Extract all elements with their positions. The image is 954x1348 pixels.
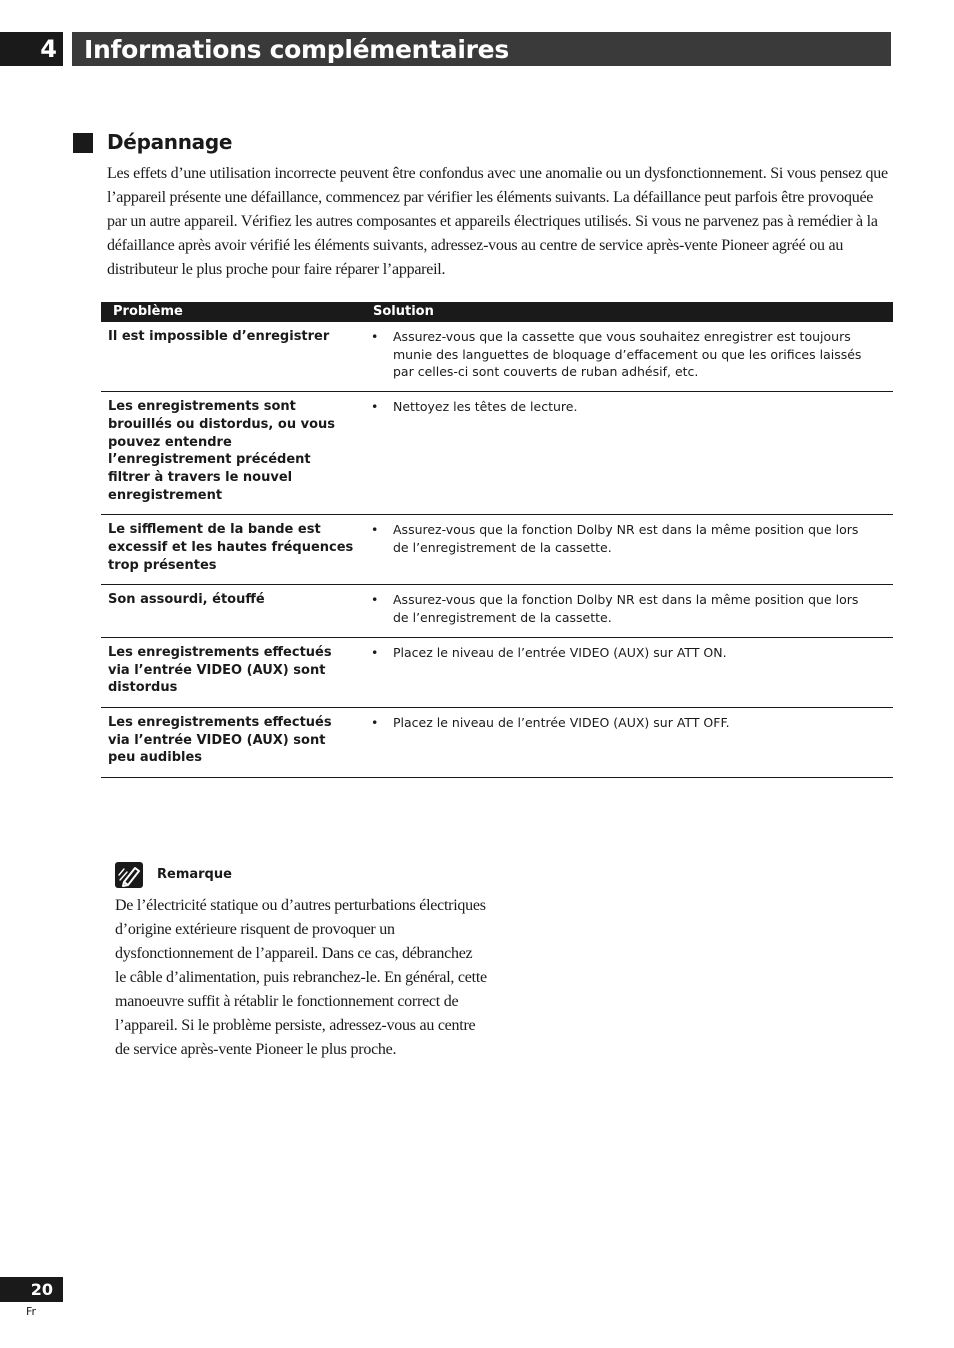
solution-cell [365,637,893,707]
solution-cell [365,585,893,637]
intro-paragraph: Les effets d’une utilisation incorrecte peuvent être confondus avec une anomalie ou un dysfonctionnement. Si vous pensez que l’appareil présente une défaillance, commencez par vérifier les éléments suivants. La défaillance peut parfois être provoquée par un autre appareil. Vérifiez les autres composantes et appareils électriques utilisés. Si vous ne parvenez pas à remédier à la défaillance après avoir vérifié les éléments suivants, adressez-vous au centre de service après-vente Pioneer agréé ou au distributeur le plus proche pour faire réparer l’appareil. [107,165,888,278]
solution-text: Nettoyez les têtes de lecture. [393,399,578,415]
solution-cell [365,392,893,515]
section-square-icon [73,133,93,153]
table-row [101,707,893,777]
language-code: Fr [26,1305,37,1318]
solution-cell [365,322,893,392]
problem-cell: Son assourdi, étouffé [101,585,365,637]
column-header-solution: Solution [365,302,893,322]
problem-cell: Le sifflement de la bande est excessif et les hautes fréquences trop présentes [101,515,365,585]
note-label: Remarque [157,867,232,882]
page-number: 20 [0,1277,63,1302]
solution-cell [365,707,893,777]
section-title: Dépannage [107,130,233,154]
bullet-icon: • [371,714,379,730]
chapter-number: 4 [0,32,63,66]
table-row [101,392,893,515]
solution-text: Placez le niveau de l’entrée VIDEO (AUX) sur ATT OFF. [393,714,730,730]
chapter-header [0,32,891,66]
chapter-title: Informations complémentaires [72,32,891,66]
troubleshooting-table [101,302,893,778]
problem-cell: Les enregistrements effectués via l’entrée VIDEO (AUX) sont distordus [101,637,365,707]
table-row [101,637,893,707]
bullet-icon: • [371,329,379,344]
solution-text: Assurez-vous que la fonction Dolby NR est dans la même position que lors de l’enregistrement de la cassette. [393,592,859,626]
bullet-icon: • [371,592,379,608]
table-row [101,515,893,585]
column-header-problem: Problème [101,302,365,322]
table-row [101,322,893,392]
problem-cell: Les enregistrements sont brouillés ou distordus, ou vous pouvez entendre l’enregistrement précédent filtrer à travers le nouvel enregistrement [101,392,365,515]
note-text: De l’électricité statique ou d’autres perturbations électriques d’origine extérieure risquent de provoquer un dysfonctionnement de l’appareil. Dans ce cas, débranchez le câble d’alimentation, puis rebranchez-le. En général, cette manoeuvre suffit à rétablir le fonctionnement correct de l’appareil. Si le problème persiste, adressez-vous au centre de service après-vente Pioneer le plus proche. [115,897,487,1058]
bullet-icon: • [371,644,379,660]
solution-text: Assurez-vous que la fonction Dolby NR est dans la même position que lors de l’enregistrement de la cassette. [393,522,859,556]
table-row [101,585,893,637]
bullet-icon: • [371,522,379,538]
pencil-note-icon [115,862,143,888]
solution-cell [365,515,893,585]
table-header-row [101,302,893,322]
bullet-icon: • [371,399,379,415]
problem-cell: Les enregistrements effectués via l’entrée VIDEO (AUX) sont peu audibles [101,707,365,777]
solution-text: Placez le niveau de l’entrée VIDEO (AUX) sur ATT ON. [393,644,727,660]
solution-text: Assurez-vous que la cassette que vous souhaitez enregistrer est toujours munie des languettes de bloquage d’effacement ou que les orifices laissés par celles-ci sont couverts de ruban adhésif, etc. [393,329,862,380]
problem-cell: Il est impossible d’enregistrer [101,322,365,392]
